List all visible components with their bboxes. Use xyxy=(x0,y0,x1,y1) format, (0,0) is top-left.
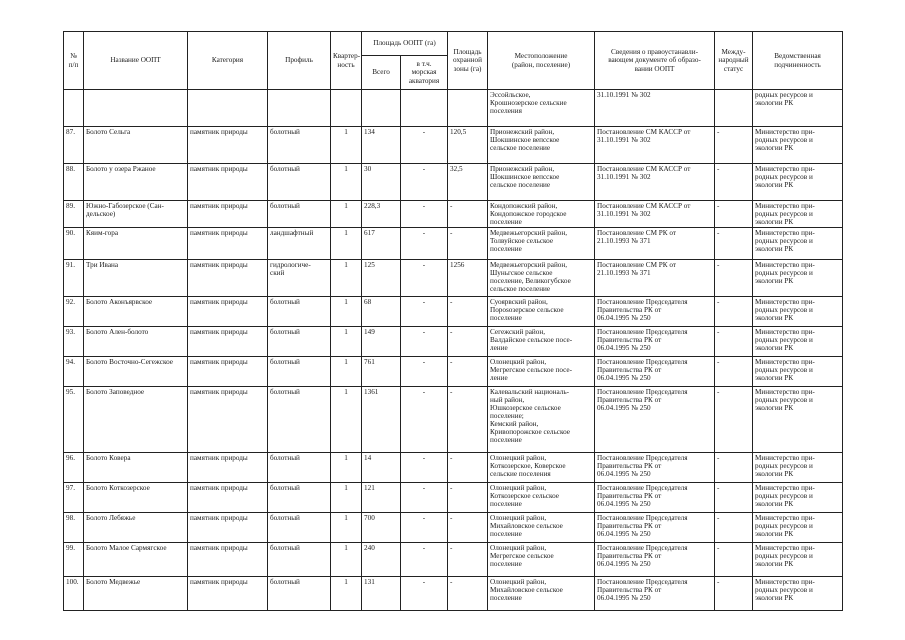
row-category: памятник природы xyxy=(188,297,268,327)
row-dept: Министерство при- родных ресурсов и экологии РК xyxy=(753,228,843,260)
row-document: Постановление СМ КАССР от 31.10.1991 № 302 xyxy=(595,164,715,201)
row-dept: Министерство при- родных ресурсов и экологии РК xyxy=(753,513,843,543)
row-location: Прионежский район, Шокшинское вепсское сельское поселение xyxy=(488,164,595,201)
row-intl: - xyxy=(715,260,753,297)
table-row xyxy=(64,327,843,357)
row-intl: - xyxy=(715,228,753,260)
row-dept: Министерство при- родных ресурсов и экологии РК xyxy=(753,327,843,357)
row-quarters: 1 xyxy=(331,201,362,228)
header-area-total: Всего xyxy=(362,56,401,90)
header-profile: Профиль xyxy=(268,32,331,90)
row-name: Болото Медвежье xyxy=(84,577,188,611)
row-location: Медвежьегорский район, Шуньгское сельское поселение, Великогубское сельское поселение xyxy=(488,260,595,297)
row-num: 88. xyxy=(64,164,84,201)
row-quarters: 1 xyxy=(331,164,362,201)
row-quarters: 1 xyxy=(331,260,362,297)
table-row xyxy=(64,164,843,201)
row-category: памятник природы xyxy=(188,228,268,260)
row-document: Постановление Председателя Правительства РК от 06.04.1995 № 250 xyxy=(595,387,715,453)
row-location: Олонецкий район, Коткозерское, Коверское сельские поселения xyxy=(488,453,595,483)
row-area-total: 125 xyxy=(362,260,401,297)
table-row xyxy=(64,387,843,453)
row-location: Олонецкий район, Михайловское сельское поселение xyxy=(488,577,595,611)
row-category: памятник природы xyxy=(188,453,268,483)
header-quarters: Квартер- ность xyxy=(331,32,362,90)
row-intl: - xyxy=(715,453,753,483)
row-buffer: - xyxy=(448,387,488,453)
row-document: Постановление Председателя Правительства РК от 06.04.1995 № 250 xyxy=(595,297,715,327)
row-dept: Министерство при- родных ресурсов и экологии РК xyxy=(753,260,843,297)
row-num: 91. xyxy=(64,260,84,297)
row-profile: ландшафтный xyxy=(268,228,331,260)
table-row xyxy=(64,483,843,513)
row-profile: болотный xyxy=(268,297,331,327)
row-buffer: - xyxy=(448,543,488,577)
row-area-total: 228,3 xyxy=(362,201,401,228)
row-name: Болото Восточно-Сегежское xyxy=(84,357,188,387)
row-num: 87. xyxy=(64,127,84,164)
row-profile: гидрологиче- ский xyxy=(268,260,331,297)
row-buffer: 1256 xyxy=(448,260,488,297)
row-area-sea: - xyxy=(401,164,448,201)
row-dept: Министерство при- родных ресурсов и экологии РК xyxy=(753,297,843,327)
continuation-dept: родных ресурсов и экологии РК xyxy=(753,90,843,127)
row-quarters: 1 xyxy=(331,327,362,357)
row-location: Олонецкий район, Мегрегское сельское поселение xyxy=(488,543,595,577)
table-row xyxy=(64,543,843,577)
row-dept: Министерство при- родных ресурсов и экологии РК xyxy=(753,387,843,453)
row-name: Южно-Габозерское (Сан- дельское) xyxy=(84,201,188,228)
row-buffer: - xyxy=(448,483,488,513)
row-num: 95. xyxy=(64,387,84,453)
row-buffer: - xyxy=(448,577,488,611)
row-name: Кяим-гора xyxy=(84,228,188,260)
row-document: Постановление Председателя Правительства РК от 06.04.1995 № 250 xyxy=(595,483,715,513)
row-category: памятник природы xyxy=(188,543,268,577)
row-dept: Министерство при- родных ресурсов и экологии РК xyxy=(753,543,843,577)
row-document: Постановление СМ КАССР от 31.10.1991 № 302 xyxy=(595,127,715,164)
row-quarters: 1 xyxy=(331,513,362,543)
row-num: 100. xyxy=(64,577,84,611)
table-row xyxy=(64,127,843,164)
row-area-sea: - xyxy=(401,297,448,327)
continuation-row xyxy=(64,90,843,127)
row-location: Кондопожский район, Кондопожское городское поселение xyxy=(488,201,595,228)
row-name: Болото Ковера xyxy=(84,453,188,483)
row-profile: болотный xyxy=(268,543,331,577)
row-profile: болотный xyxy=(268,483,331,513)
row-quarters: 1 xyxy=(331,483,362,513)
row-area-total: 30 xyxy=(362,164,401,201)
header-area-sea: в т.ч. морская акватория xyxy=(401,56,448,90)
row-area-sea: - xyxy=(401,453,448,483)
row-buffer: 32,5 xyxy=(448,164,488,201)
row-area-total: 121 xyxy=(362,483,401,513)
row-quarters: 1 xyxy=(331,297,362,327)
row-num: 96. xyxy=(64,453,84,483)
row-area-sea: - xyxy=(401,357,448,387)
row-profile: болотный xyxy=(268,201,331,228)
row-area-total: 14 xyxy=(362,453,401,483)
row-num: 99. xyxy=(64,543,84,577)
header-area-group: Площадь ООПТ (га) xyxy=(362,32,448,56)
row-intl: - xyxy=(715,297,753,327)
row-location: Олонецкий район, Коткозерское сельское поселение xyxy=(488,483,595,513)
row-intl: - xyxy=(715,201,753,228)
row-location: Олонецкий район, Михайловское сельское поселение xyxy=(488,513,595,543)
row-buffer: - xyxy=(448,513,488,543)
row-dept: Министерство при- родных ресурсов и экологии РК xyxy=(753,483,843,513)
row-buffer: - xyxy=(448,327,488,357)
row-quarters: 1 xyxy=(331,357,362,387)
row-name: Болото Коткозерское xyxy=(84,483,188,513)
row-name: Болото Лебяжье xyxy=(84,513,188,543)
row-area-sea: - xyxy=(401,543,448,577)
row-area-sea: - xyxy=(401,228,448,260)
row-quarters: 1 xyxy=(331,387,362,453)
row-profile: болотный xyxy=(268,327,331,357)
row-profile: болотный xyxy=(268,577,331,611)
row-buffer: - xyxy=(448,357,488,387)
continuation-location: Эссойльское, Крошнозерское сельские поселения xyxy=(488,90,595,127)
row-name: Болото у озера Ржаное xyxy=(84,164,188,201)
row-buffer: 120,5 xyxy=(448,127,488,164)
row-category: памятник природы xyxy=(188,483,268,513)
row-category: памятник природы xyxy=(188,577,268,611)
row-area-sea: - xyxy=(401,127,448,164)
table-row xyxy=(64,201,843,228)
row-location: Олонецкий район, Мегрегское сельское посе- ление xyxy=(488,357,595,387)
row-intl: - xyxy=(715,543,753,577)
row-name: Болото Заповедное xyxy=(84,387,188,453)
row-buffer: - xyxy=(448,453,488,483)
row-quarters: 1 xyxy=(331,453,362,483)
row-document: Постановление Председателя Правительства РК от 06.04.1995 № 250 xyxy=(595,453,715,483)
header-category: Категория xyxy=(188,32,268,90)
row-profile: болотный xyxy=(268,387,331,453)
row-category: памятник природы xyxy=(188,201,268,228)
row-dept: Министерство при- родных ресурсов и экологии РК xyxy=(753,577,843,611)
row-location: Суоярвский район, Порosозерское сельское поселение xyxy=(488,297,595,327)
row-area-sea: - xyxy=(401,327,448,357)
row-category: памятник природы xyxy=(188,260,268,297)
row-area-total: 761 xyxy=(362,357,401,387)
row-quarters: 1 xyxy=(331,577,362,611)
row-name: Болото Ален-болото xyxy=(84,327,188,357)
row-document: Постановление СМ РК от 21.10.1993 № 371 xyxy=(595,228,715,260)
row-area-sea: - xyxy=(401,483,448,513)
row-document: Постановление Председателя Правительства РК от 06.04.1995 № 250 xyxy=(595,577,715,611)
row-location: Сегежский район, Валдайское сельское посе- ление xyxy=(488,327,595,357)
header-location: Местоположение (район, поселение) xyxy=(488,32,595,90)
table-row xyxy=(64,357,843,387)
continuation-document: 31.10.1991 № 302 xyxy=(595,90,715,127)
table-row xyxy=(64,453,843,483)
row-intl: - xyxy=(715,127,753,164)
row-document: Постановление СМ РК от 21.10.1993 № 371 xyxy=(595,260,715,297)
row-num: 89. xyxy=(64,201,84,228)
header-document: Сведения о правоустанавли- вающем документе об образо- вании ООПТ xyxy=(595,32,715,90)
header-intl: Между- народный статус xyxy=(715,32,753,90)
table-row xyxy=(64,513,843,543)
row-profile: болотный xyxy=(268,453,331,483)
row-area-total: 240 xyxy=(362,543,401,577)
row-area-sea: - xyxy=(401,260,448,297)
row-name: Болото Сельга xyxy=(84,127,188,164)
row-num: 90. xyxy=(64,228,84,260)
table-row xyxy=(64,228,843,260)
row-document: Постановление Председателя Правительства РК от 06.04.1995 № 250 xyxy=(595,513,715,543)
row-category: памятник природы xyxy=(188,327,268,357)
row-intl: - xyxy=(715,357,753,387)
row-category: памятник природы xyxy=(188,387,268,453)
table-row xyxy=(64,260,843,297)
table-row xyxy=(64,577,843,611)
row-num: 92. xyxy=(64,297,84,327)
row-area-total: 1361 xyxy=(362,387,401,453)
row-buffer: - xyxy=(448,201,488,228)
row-intl: - xyxy=(715,164,753,201)
row-buffer: - xyxy=(448,297,488,327)
row-intl: - xyxy=(715,483,753,513)
row-dept: Министерство при- родных ресурсов и экологии РК xyxy=(753,201,843,228)
row-buffer: - xyxy=(448,228,488,260)
row-num: 98. xyxy=(64,513,84,543)
row-category: памятник природы xyxy=(188,164,268,201)
row-num: 94. xyxy=(64,357,84,387)
row-area-total: 68 xyxy=(362,297,401,327)
row-dept: Министерство при- родных ресурсов и экологии РК xyxy=(753,127,843,164)
row-dept: Министерство при- родных ресурсов и экологии РК xyxy=(753,164,843,201)
row-area-sea: - xyxy=(401,513,448,543)
row-area-sea: - xyxy=(401,387,448,453)
row-name: Три Ивана xyxy=(84,260,188,297)
row-location: Медвежьегорский район, Толвуйское сельское поселение xyxy=(488,228,595,260)
row-area-total: 149 xyxy=(362,327,401,357)
header-buffer: Площадь охранной зоны (га) xyxy=(448,32,488,90)
row-dept: Министерство при- родных ресурсов и экологии РК xyxy=(753,453,843,483)
row-document: Постановление Председателя Правительства РК от 06.04.1995 № 250 xyxy=(595,357,715,387)
row-intl: - xyxy=(715,577,753,611)
row-num: 93. xyxy=(64,327,84,357)
row-area-total: 131 xyxy=(362,577,401,611)
row-document: Постановление Председателя Правительства РК от 06.04.1995 № 250 xyxy=(595,543,715,577)
row-intl: - xyxy=(715,327,753,357)
row-name: Болото Малое Сармягское xyxy=(84,543,188,577)
row-intl: - xyxy=(715,513,753,543)
row-location: Калевальский националь- ный район, Юшкозерское сельское поселение; Кемский район, Кривопорожское сельское поселение xyxy=(488,387,595,453)
row-quarters: 1 xyxy=(331,543,362,577)
header-num: № п/п xyxy=(64,32,84,90)
protected-areas-table xyxy=(63,31,843,611)
row-quarters: 1 xyxy=(331,228,362,260)
row-dept: Министерство при- родных ресурсов и экологии РК xyxy=(753,357,843,387)
row-area-total: 700 xyxy=(362,513,401,543)
row-category: памятник природы xyxy=(188,357,268,387)
row-document: Постановление СМ КАССР от 31.10.1991 № 302 xyxy=(595,201,715,228)
row-profile: болотный xyxy=(268,513,331,543)
row-intl: - xyxy=(715,387,753,453)
row-area-total: 617 xyxy=(362,228,401,260)
row-area-sea: - xyxy=(401,577,448,611)
row-profile: болотный xyxy=(268,127,331,164)
row-num: 97. xyxy=(64,483,84,513)
header-dept: Ведомственная подчиненность xyxy=(753,32,843,90)
row-name: Болото Аконъярвское xyxy=(84,297,188,327)
row-quarters: 1 xyxy=(331,127,362,164)
row-area-total: 134 xyxy=(362,127,401,164)
row-category: памятник природы xyxy=(188,513,268,543)
row-profile: болотный xyxy=(268,164,331,201)
row-document: Постановление Председателя Правительства РК от 06.04.1995 № 250 xyxy=(595,327,715,357)
table-row xyxy=(64,297,843,327)
header-name: Название ООПТ xyxy=(84,32,188,90)
row-location: Прионежский район, Шокшинское вепсское сельское поселение xyxy=(488,127,595,164)
row-area-sea: - xyxy=(401,201,448,228)
row-category: памятник природы xyxy=(188,127,268,164)
row-profile: болотный xyxy=(268,357,331,387)
